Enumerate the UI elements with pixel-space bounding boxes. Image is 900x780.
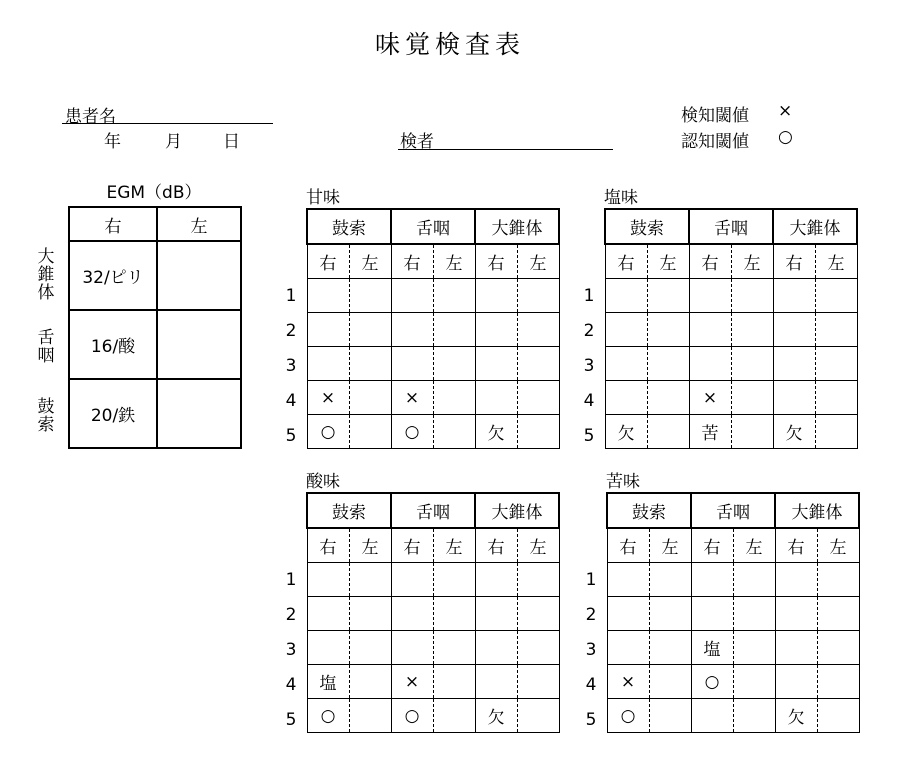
result-cell: 欠 [775,699,817,733]
result-cell [475,597,517,631]
result-cell [475,631,517,665]
side-header: 左 [517,528,559,563]
result-cell [691,563,733,597]
level-number: 3 [285,356,297,376]
egm-cell: 16/酸 [69,310,157,379]
result-cell [731,279,773,313]
side-header: 左 [647,244,689,279]
result-cell [817,563,859,597]
nerve-header: 鼓索 [607,493,691,528]
result-cell [775,597,817,631]
side-header: 右 [689,244,731,279]
level-number: 5 [585,710,597,730]
result-cell [649,563,691,597]
side-header: 左 [517,244,559,279]
side-header: 右 [607,528,649,563]
result-cell [433,347,475,381]
nerve-header: 鼓索 [307,209,391,244]
result-cell [731,313,773,347]
result-cell [733,563,775,597]
result-cell [475,563,517,597]
result-cell: × [607,665,649,699]
result-cell: ○ [307,699,349,733]
nerve-header: 鼓索 [307,493,391,528]
nerve-header: 鼓索 [605,209,689,244]
table-row [607,563,859,597]
result-cell [773,279,815,313]
table-row [605,279,857,313]
result-cell [815,381,857,415]
result-cell [391,347,433,381]
table-row [307,563,559,597]
result-cell [649,631,691,665]
egm-col-left: 左 [157,207,241,241]
side-header: 右 [391,528,433,563]
table-row [307,665,559,699]
nerve-header: 大錐体 [775,493,859,528]
taste-grid [606,492,860,733]
nerve-header: 舌咽 [391,209,475,244]
result-cell [731,347,773,381]
table-row [605,415,857,449]
level-number: 2 [585,605,597,625]
result-cell [775,563,817,597]
result-cell: × [391,665,433,699]
result-cell [517,597,559,631]
result-cell [815,313,857,347]
taste-table [606,492,860,733]
result-cell: ○ [307,415,349,449]
result-cell [349,313,391,347]
level-number: 3 [585,640,597,660]
result-cell [731,381,773,415]
result-cell [433,279,475,313]
result-cell: 欠 [475,699,517,733]
level-number: 4 [285,391,297,411]
taste-table [604,208,858,449]
result-cell [647,279,689,313]
egm-cell [157,241,241,310]
nerve-header: 大錐体 [475,209,559,244]
level-number: 5 [285,426,297,446]
side-header: 右 [773,244,815,279]
result-cell [349,347,391,381]
level-number: 2 [285,321,297,341]
result-cell [517,347,559,381]
egm-row-label: 大 錐 体 [37,247,55,303]
result-cell [307,563,349,597]
recognition-threshold-symbol: ○ [778,127,793,147]
detection-threshold-label: 検知閾値 [681,106,749,126]
result-cell [475,381,517,415]
level-number: 1 [583,286,595,306]
result-cell [433,631,475,665]
result-cell: ○ [391,699,433,733]
result-cell [433,381,475,415]
result-cell [475,347,517,381]
result-cell [433,415,475,449]
result-cell [349,665,391,699]
side-header: 左 [817,528,859,563]
side-header: 左 [433,244,475,279]
result-cell [649,597,691,631]
result-cell [773,381,815,415]
table-row [307,631,559,665]
table-row [307,279,559,313]
level-number: 5 [583,426,595,446]
result-cell [733,665,775,699]
result-cell: 苦 [689,415,731,449]
side-header: 左 [349,528,391,563]
egm-cell: 20/鉄 [69,379,157,448]
table-row [607,699,859,733]
result-cell [391,313,433,347]
egm-col-right: 右 [69,207,157,241]
egm-cell: 32/ピリ [69,241,157,310]
nerve-header: 舌咽 [691,493,775,528]
taste-table [306,492,560,733]
level-number: 4 [583,391,595,411]
grid-title: 甘味 [306,188,340,208]
taste-table [306,208,560,449]
result-cell [649,665,691,699]
side-header: 右 [307,244,349,279]
table-row [307,381,559,415]
patient-name-line [62,123,273,124]
result-cell [607,597,649,631]
result-cell: ○ [607,699,649,733]
level-number: 3 [285,640,297,660]
result-cell [775,665,817,699]
date-day-label: 日 [223,132,240,152]
table-row [607,665,859,699]
side-header: 左 [433,528,475,563]
examiner-label: 検者 [400,132,434,152]
egm-cell [157,310,241,379]
result-cell [517,279,559,313]
result-cell [475,665,517,699]
result-cell: 塩 [307,665,349,699]
detection-threshold-symbol: × [778,101,793,121]
result-cell [733,631,775,665]
result-cell [307,631,349,665]
result-cell [815,279,857,313]
side-header: 右 [475,244,517,279]
nerve-header: 舌咽 [689,209,773,244]
result-cell [691,597,733,631]
result-cell: 塩 [691,631,733,665]
result-cell [475,279,517,313]
page-title: 味覚検査表 [374,30,525,59]
level-number: 3 [583,356,595,376]
result-cell [689,313,731,347]
grid-title: 酸味 [306,472,340,492]
result-cell [649,699,691,733]
egm-row-label: 舌 咽 [37,328,55,366]
egm-table [68,206,242,449]
table-row [605,381,857,415]
result-cell [349,699,391,733]
level-number: 2 [583,321,595,341]
result-cell [391,279,433,313]
result-cell [733,597,775,631]
examiner-line [398,149,613,150]
result-cell [773,347,815,381]
table-row [607,631,859,665]
result-cell [517,563,559,597]
result-cell [433,665,475,699]
taste-grid [604,208,858,449]
egm-title: EGM（dB） [106,183,202,203]
recognition-threshold-label: 認知閾値 [681,132,749,152]
result-cell [433,699,475,733]
result-cell [607,563,649,597]
table-row [605,313,857,347]
table-row [307,597,559,631]
result-cell [433,597,475,631]
side-header: 左 [815,244,857,279]
result-cell [815,347,857,381]
side-header: 右 [391,244,433,279]
result-cell [773,313,815,347]
side-header: 右 [691,528,733,563]
result-cell [307,313,349,347]
result-cell [517,665,559,699]
level-number: 1 [285,570,297,590]
side-header: 左 [649,528,691,563]
result-cell [647,313,689,347]
result-cell [647,347,689,381]
result-cell: 欠 [605,415,647,449]
result-cell [349,563,391,597]
level-number: 1 [585,570,597,590]
result-cell [691,699,733,733]
result-cell [349,597,391,631]
date-year-label: 年 [104,132,121,152]
side-header: 右 [307,528,349,563]
result-cell [607,631,649,665]
result-cell [815,415,857,449]
result-cell [307,597,349,631]
result-cell: × [689,381,731,415]
date-month-label: 月 [165,132,182,152]
table-row [307,699,559,733]
result-cell [817,631,859,665]
result-cell [517,415,559,449]
result-cell [605,279,647,313]
result-cell [605,381,647,415]
result-cell: ○ [691,665,733,699]
egm-row-label: 鼓 索 [37,397,55,435]
result-cell: × [391,381,433,415]
result-cell [349,279,391,313]
result-cell [689,279,731,313]
result-cell: × [307,381,349,415]
side-header: 左 [733,528,775,563]
patient-name-label: 患者名 [65,107,116,127]
result-cell [775,631,817,665]
side-header: 左 [731,244,773,279]
result-cell [349,415,391,449]
result-cell [517,313,559,347]
result-cell [689,347,731,381]
grid-title: 塩味 [604,188,638,208]
table-row [307,347,559,381]
result-cell [731,415,773,449]
nerve-header: 舌咽 [391,493,475,528]
result-cell [517,699,559,733]
result-cell [517,381,559,415]
result-cell [391,563,433,597]
result-cell [349,381,391,415]
result-cell [433,313,475,347]
result-cell [433,563,475,597]
table-row [605,347,857,381]
level-number: 5 [285,710,297,730]
side-header: 右 [475,528,517,563]
level-number: 4 [285,675,297,695]
level-number: 2 [285,605,297,625]
grid-title: 苦味 [606,472,640,492]
result-cell [475,313,517,347]
result-cell: 欠 [773,415,815,449]
side-header: 左 [349,244,391,279]
result-cell [733,699,775,733]
nerve-header: 大錐体 [773,209,857,244]
nerve-header: 大錐体 [475,493,559,528]
result-cell [307,279,349,313]
level-number: 1 [285,286,297,306]
result-cell [817,665,859,699]
result-cell [391,597,433,631]
table-row [307,415,559,449]
result-cell [605,313,647,347]
table-row [607,597,859,631]
table-row [307,313,559,347]
side-header: 右 [605,244,647,279]
result-cell [647,381,689,415]
result-cell: 欠 [475,415,517,449]
result-cell [817,597,859,631]
side-header: 右 [775,528,817,563]
result-cell: ○ [391,415,433,449]
result-cell [817,699,859,733]
egm-cell [157,379,241,448]
taste-grid [306,208,560,449]
result-cell [391,631,433,665]
result-cell [517,631,559,665]
level-number: 4 [585,675,597,695]
result-cell [349,631,391,665]
result-cell [647,415,689,449]
result-cell [605,347,647,381]
result-cell [307,347,349,381]
taste-grid [306,492,560,733]
